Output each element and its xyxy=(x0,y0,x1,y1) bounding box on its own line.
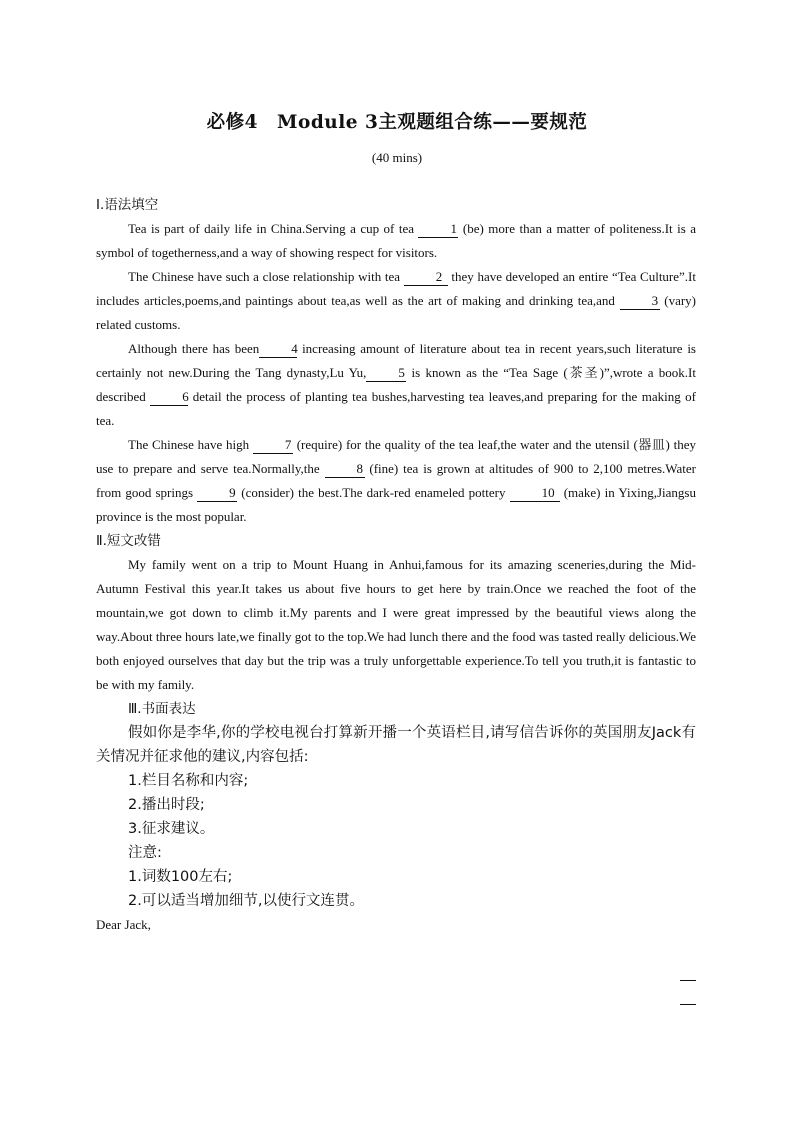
requirement-item: 2.播出时段; xyxy=(128,797,205,813)
blank-8[interactable]: 8 xyxy=(325,461,365,478)
blank-1[interactable]: 1 xyxy=(418,221,458,238)
paragraph-text: they have developed an entire “Tea Culture”.It includes articles,poems,and paintings about tea,as well as the art of making and drinking tea,and xyxy=(96,269,696,308)
section1-paragraph-2 xyxy=(96,265,696,337)
section1-paragraph-3 xyxy=(96,337,696,433)
blank-9[interactable]: 9 xyxy=(197,485,237,502)
paragraph-text: (consider) the best.The dark-red enameled pottery xyxy=(237,485,510,500)
blank-3[interactable]: 3 xyxy=(620,293,660,310)
note-item: 1.词数100左右; xyxy=(128,869,233,885)
paragraph-text: Although there has been xyxy=(128,341,260,356)
section1-heading: Ⅰ.语法填空 xyxy=(96,197,159,213)
blank-10[interactable]: 10 xyxy=(510,485,560,502)
paragraph-text: increasing amount of literature about tea in recent years,such literature is certainly not new.During the Tang dynasty,Lu Yu, xyxy=(96,341,696,380)
section2-passage: My family went on a trip to Mount Huang in Anhui,famous for its amazing sceneries,during the Mid-Autumn Festival this year.It takes us about five hours to get here by train.Once we reached the foot of the mountain,we got down to climb it.My parents and I were great impressed by the beautiful views along the way.About three hours late,we finally got to the top.We had lunch there and the food was tasted really delicious.We both enjoyed ourselves that day but the trip was a truly unforgettable experience.To tell you truth,it is fantastic to be with my family. xyxy=(96,557,696,692)
note-label: 注意: xyxy=(128,845,162,861)
paragraph-text: detail the process of planting tea bushes,harvesting tea leaves,and preparing for the making of tea. xyxy=(96,389,696,428)
blank-2[interactable]: 2 xyxy=(404,269,448,286)
paragraph-text: is known as the “Tea Sage (茶圣)”,wrote a book.It described xyxy=(96,365,696,404)
worksheet-content xyxy=(96,193,696,937)
writing-line[interactable] xyxy=(680,1004,696,1005)
writing-line[interactable] xyxy=(680,980,696,981)
section2-heading: Ⅱ.短文改错 xyxy=(96,533,161,549)
paragraph-text: (vary) related customs. xyxy=(96,293,697,332)
blank-5[interactable]: 5 xyxy=(366,365,406,382)
section1-paragraph-1 xyxy=(96,217,696,265)
time-limit: (40 mins) xyxy=(371,150,423,165)
section3-prompt: 假如你是李华,你的学校电视台打算新开播一个英语栏目,请写信告诉你的英国朋友Jack有关情况并征求他的建议,内容包括: xyxy=(96,725,696,765)
paragraph-text: (be) more than a matter of politeness.It is a symbol of togetherness,and a way of showing respect for visitors. xyxy=(96,221,697,260)
paragraph-text: The Chinese have high xyxy=(128,437,253,452)
section1-paragraph-4 xyxy=(96,433,696,529)
paragraph-text: (make) in Yixing,Jiangsu province is the most popular. xyxy=(96,485,696,524)
page-title: 必修4 Module 3主观题组合练——要规范 xyxy=(206,112,588,133)
blank-4[interactable]: 4 xyxy=(259,341,297,358)
paragraph-text: The Chinese have such a close relationship with tea xyxy=(128,269,404,284)
requirement-item: 1.栏目名称和内容; xyxy=(128,773,249,789)
section3-heading: Ⅲ.书面表达 xyxy=(128,701,196,717)
blank-7[interactable]: 7 xyxy=(253,437,293,454)
paragraph-text: (require) for the quality of the tea leaf,the water and the utensil (器皿) they use to prepare and serve tea.Normally,the xyxy=(96,437,696,476)
letter-salutation: Dear Jack, xyxy=(96,917,151,932)
note-item: 2.可以适当增加细节,以使行文连贯。 xyxy=(128,893,364,909)
paragraph-text: Tea is part of daily life in China.Serving a cup of tea xyxy=(128,221,419,236)
paragraph-text: (fine) tea is grown at altitudes of 900 to 2,100 metres.Water from good springs xyxy=(96,461,696,500)
blank-6[interactable]: 6 xyxy=(150,389,188,406)
requirement-item: 3.征求建议。 xyxy=(128,821,215,837)
